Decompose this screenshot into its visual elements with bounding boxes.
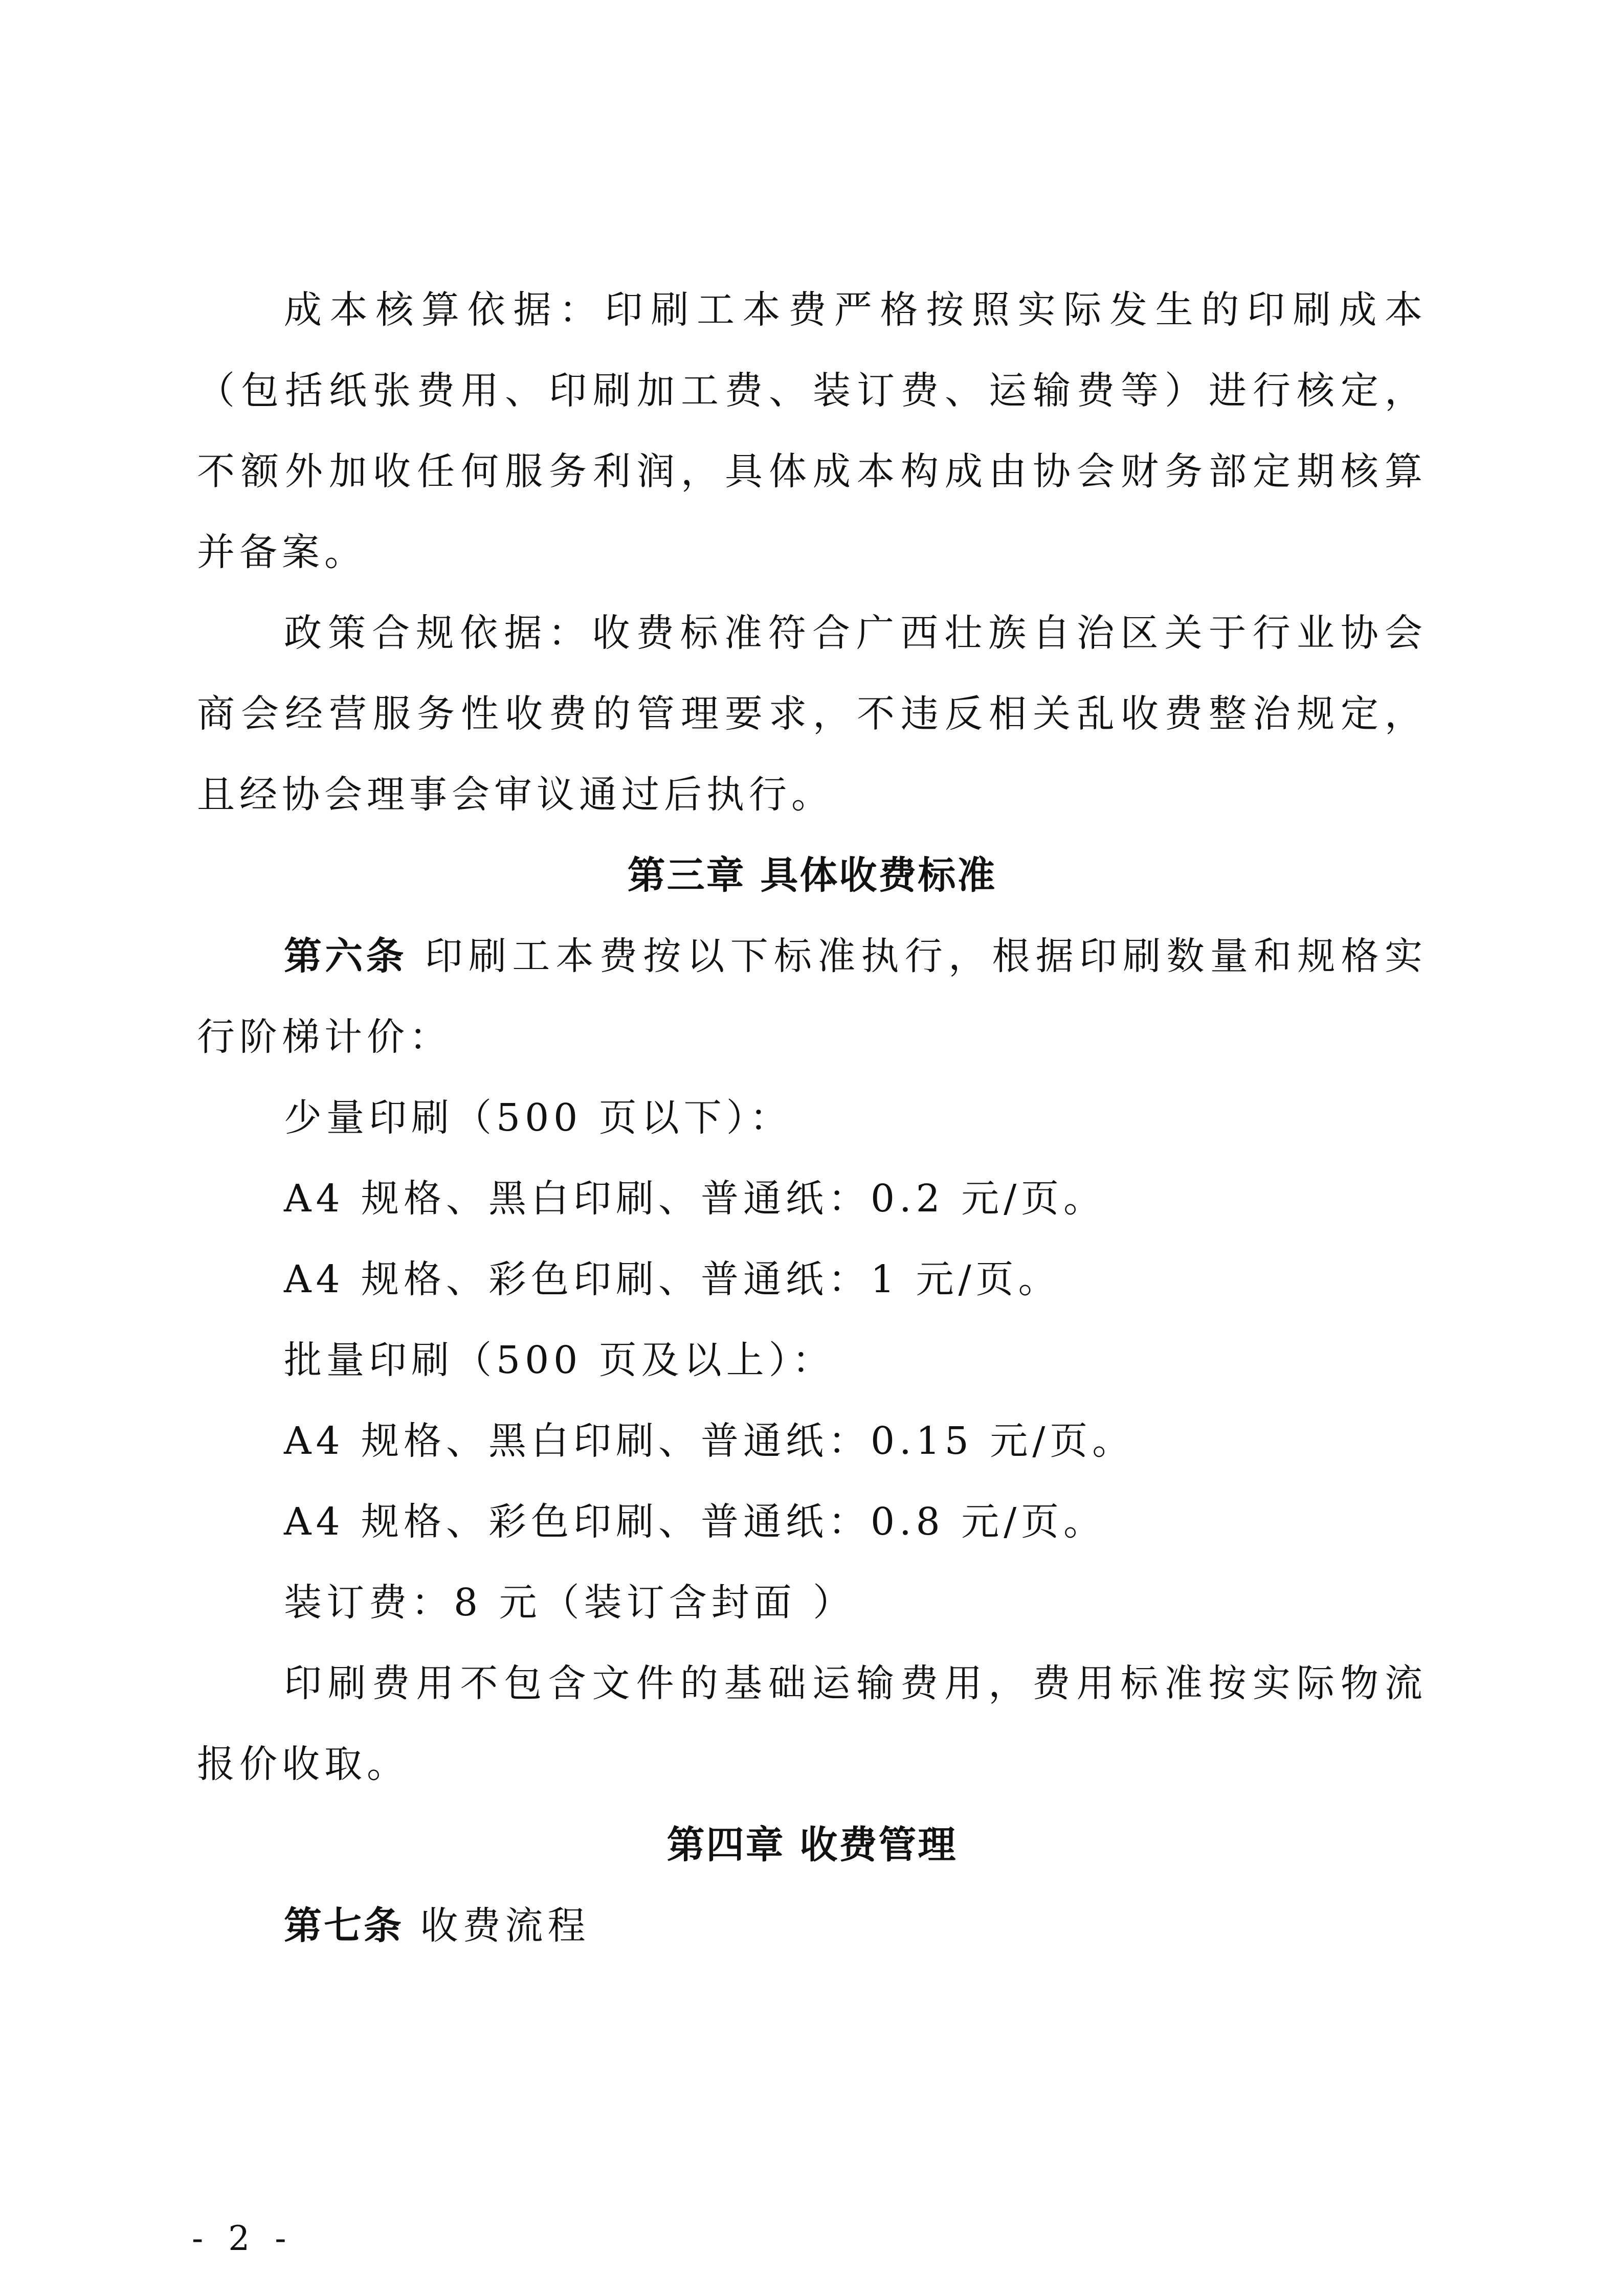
page-number: - 2 - [192, 2219, 294, 2258]
bulk-color-price: A4 规格、彩色印刷、普通纸：0.8 元/页。 [284, 1500, 1106, 1544]
binding-fee: 装订费：8 元（装订含封面 ） [284, 1581, 856, 1625]
small-color-price: A4 规格、彩色印刷、普通纸：1 元/页。 [284, 1257, 1061, 1301]
shipping-note: 印刷费用不包含文件的基础运输费用，费用标准按实际物流报价收取。 [197, 1661, 1427, 1786]
article-6-paragraph [197, 916, 1427, 1077]
bulk-bw-price: A4 规格、黑白印刷、普通纸：0.15 元/页。 [284, 1419, 1135, 1463]
small-volume-heading: 少量印刷（500 页以下）： [284, 1096, 792, 1140]
article-6-lead: 第六条 [284, 934, 407, 978]
small-bw-price: A4 规格、黑白印刷、普通纸：0.2 元/页。 [284, 1177, 1106, 1221]
policy-basis-paragraph: 政策合规依据：收费标准符合广西壮族自治区关于行业协会商会经营服务性收费的管理要求，不违反相关乱收费整治规定，且经协会理事会审议通过后执行。 [197, 611, 1427, 817]
article-6-text: 印刷工本费按以下标准执行，根据印刷数量和规格实行阶梯计价： [197, 934, 1428, 1059]
chapter-4-heading: 第四章 收费管理 [666, 1823, 958, 1867]
article-7-paragraph [197, 1885, 1427, 1966]
page-body [197, 269, 1427, 1966]
article-7-text: 收费流程 [404, 1904, 590, 1948]
chapter-3-heading: 第三章 具体收费标准 [627, 853, 997, 897]
cost-basis-paragraph: 成本核算依据：印刷工本费严格按照实际发生的印刷成本（包括纸张费用、印刷加工费、装订费、运输费等）进行核定，不额外加收任何服务利润，具体成本构成由协会财务部定期核算并备案。 [197, 288, 1427, 574]
article-7-lead: 第七条 [284, 1904, 404, 1948]
bulk-volume-heading: 批量印刷（500 页及以上）： [284, 1338, 835, 1382]
